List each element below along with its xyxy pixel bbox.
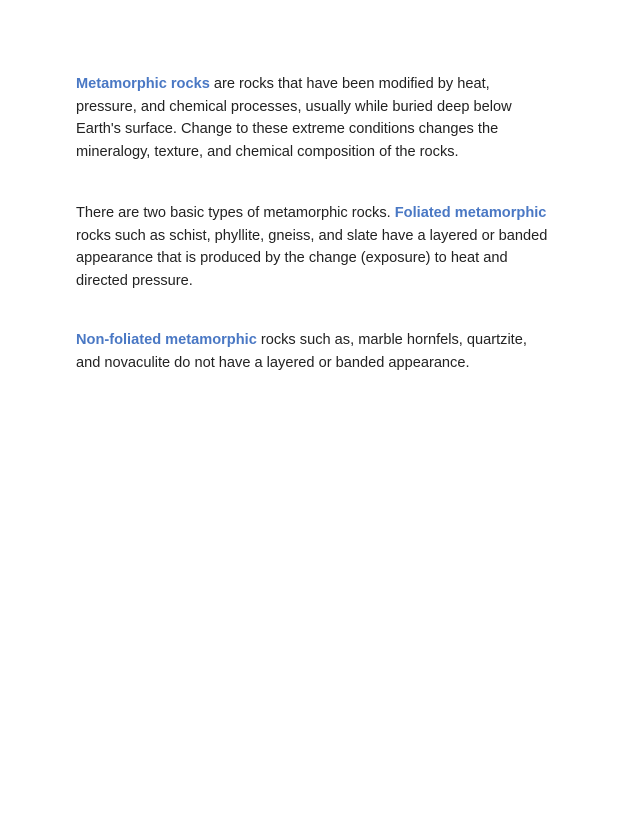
paragraph-non-foliated bbox=[76, 329, 576, 374]
line-text: rocks such as, marble hornfels, quartzite, bbox=[256, 332, 527, 348]
text-line: mineralogy, texture, and chemical composition of the rocks. bbox=[76, 143, 459, 160]
line-text: There are two basic types of metamorphic rocks. bbox=[76, 205, 395, 221]
text-line: pressure, and chemical processes, usually while buried deep below bbox=[76, 98, 512, 115]
text-line: directed pressure. bbox=[76, 272, 193, 289]
text-line bbox=[76, 329, 576, 352]
highlighted-term: Non-foliated metamorphic bbox=[76, 332, 257, 348]
text-line: rocks such as schist, phyllite, gneiss, and slate have a layered or banded bbox=[76, 227, 548, 244]
highlighted-term: Foliated metamorphic bbox=[394, 205, 547, 221]
highlighted-term: Metamorphic rocks bbox=[76, 76, 210, 92]
text-line: Earth's surface. Change to these extreme conditions changes the bbox=[76, 121, 499, 137]
text-line: and novaculite do not have a layered or banded appearance. bbox=[76, 354, 470, 371]
text-line bbox=[76, 73, 576, 96]
text-line: appearance that is produced by the change (exposure) to heat and bbox=[76, 250, 508, 266]
text-line bbox=[76, 202, 576, 225]
line-text: are rocks that have been modified by heat, bbox=[209, 76, 490, 92]
paragraph-metamorphic-definition bbox=[76, 73, 576, 163]
paragraph-foliated bbox=[76, 202, 576, 292]
